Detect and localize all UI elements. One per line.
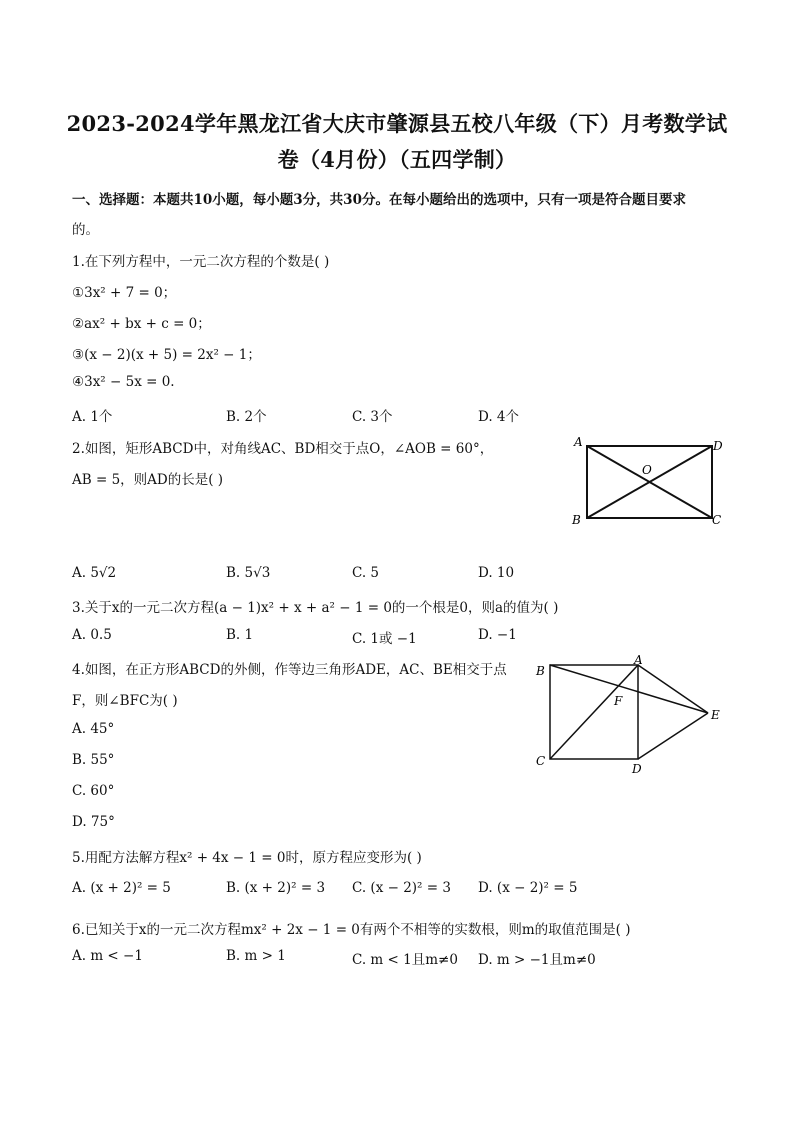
q3-option-d: D. −1: [478, 627, 517, 643]
q4-option-a: A. 45°: [72, 721, 115, 737]
q4-label-c: C: [536, 754, 546, 768]
q4-label-a: A: [634, 655, 643, 667]
q6-option-b: B. m > 1: [226, 948, 286, 964]
section-intro-2: 的。: [72, 222, 99, 238]
q1-item-2: ②ax² + bx + c = 0；: [72, 316, 211, 332]
q4-label-e: E: [711, 708, 720, 722]
q4-label-b: B: [536, 664, 545, 678]
q1-option-d: D. 4个: [478, 409, 520, 425]
q1-item-1: ①3x² + 7 = 0；: [72, 285, 177, 301]
title-line-1: 2023-2024学年黑龙江省大庆市肇源县五校八年级（下）月考数学试: [66, 111, 728, 136]
q2-stem-1: 2.如图，矩形ABCD中，对角线AC、BD相交于点O，∠AOB = 60°，: [72, 441, 494, 457]
title-line-2: 卷（4月份）（五四学制）: [277, 147, 517, 172]
q5-option-d: D. (x − 2)² = 5: [478, 880, 578, 896]
q4-stem-1: 4.如图，在正方形ABCD的外侧，作等边三角形ADE，AC、BE相交于点: [72, 662, 507, 678]
q5-option-a: A. (x + 2)² = 5: [72, 880, 171, 896]
q6-option-c: C. m < 1且m≠0: [352, 952, 458, 968]
q3-option-b: B. 1: [226, 627, 254, 643]
q3-option-c: C. 1或 −1: [352, 631, 417, 647]
q6-option-d: D. m > −1且m≠0: [478, 952, 596, 968]
q2-rectangle-figure: [568, 432, 728, 532]
q1-option-a: A. 1个: [72, 409, 113, 425]
q1-option-b: B. 2个: [226, 409, 267, 425]
q2-option-c: C. 5: [352, 565, 380, 581]
q5-option-c: C. (x − 2)² = 3: [352, 880, 451, 896]
q2-option-a: A. 5√2: [72, 565, 117, 581]
q2-label-o: O: [642, 463, 652, 477]
q1-option-c: C. 3个: [352, 409, 393, 425]
q2-label-c: C: [712, 513, 722, 527]
q1-item-3: ③(x − 2)(x + 5) = 2x² − 1；: [72, 347, 261, 363]
q2-label-d: D: [713, 439, 723, 453]
q6-option-a: A. m < −1: [72, 948, 143, 964]
q4-square-figure: [530, 655, 730, 780]
q4-option-b: B. 55°: [72, 752, 115, 768]
q1-item-4: ④3x² − 5x = 0.: [72, 374, 175, 390]
q6-stem: 6.已知关于x的一元二次方程mx² + 2x − 1 = 0有两个不相等的实数根，则m的取值范围是( ): [72, 922, 631, 938]
q3-option-a: A. 0.5: [72, 627, 112, 643]
q1-stem: 1.在下列方程中，一元二次方程的个数是( ): [72, 254, 330, 270]
q2-stem-2: AB = 5，则AD的长是( ): [72, 472, 224, 488]
q5-stem: 5.用配方法解方程x² + 4x − 1 = 0时，原方程应变形为( ): [72, 850, 422, 866]
q2-option-d: D. 10: [478, 565, 515, 581]
q2-option-b: B. 5√3: [226, 565, 271, 581]
q4-label-d: D: [632, 762, 642, 776]
q2-label-b: B: [572, 513, 581, 527]
q3-stem: 3.关于x的一元二次方程(a − 1)x² + x + a² − 1 = 0的一个根是0，则a的值为( ): [72, 600, 559, 616]
q4-option-c: C. 60°: [72, 783, 115, 799]
q4-label-f: F: [614, 694, 623, 708]
section-intro-1: 一、选择题：本题共10小题，每小题3分，共30分。在每小题给出的选项中，只有一项是符合题目要求: [72, 192, 686, 208]
q4-stem-2: F，则∠BFC为( ): [72, 693, 178, 709]
q4-option-d: D. 75°: [72, 814, 115, 830]
q5-option-b: B. (x + 2)² = 3: [226, 880, 326, 896]
q2-label-a: A: [574, 435, 583, 449]
